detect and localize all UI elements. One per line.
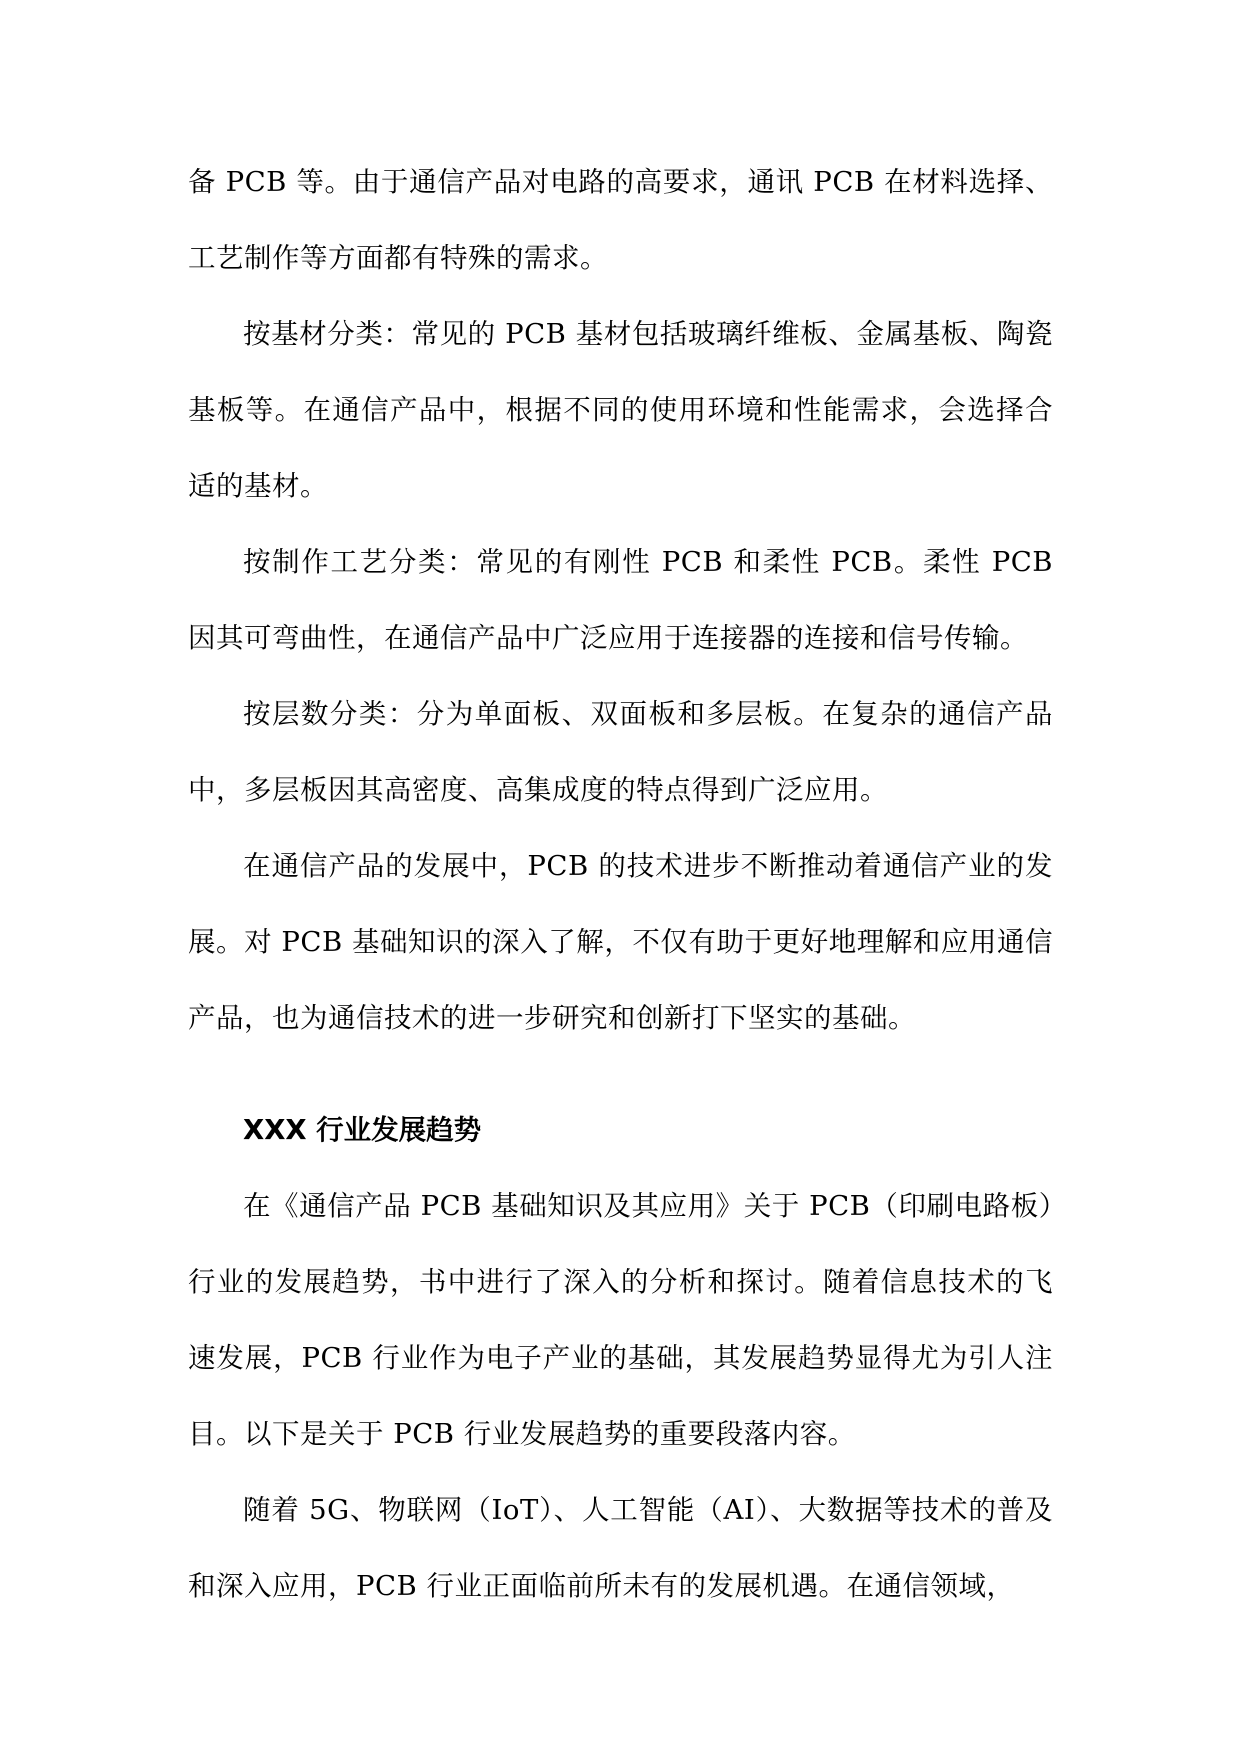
paragraph-trend-intro: 在《通信产品 PCB 基础知识及其应用》关于 PCB（印刷电路板）行业的发展趋势，书中进行了深入的分析和探讨。随着信息技术的飞速发展，PCB 行业作为电子产业的基础，其发展趋势显得尤为引人注目。以下是关于 PCB 行业发展趋势的重要段落内容。 (188, 1190, 1053, 1450)
paragraph-layer-classification: 按层数分类：分为单面板、双面板和多层板。在复杂的通信产品中，多层板因其高密度、高集成度的特点得到广泛应用。 (188, 698, 1053, 806)
paragraph-trend-opportunity: 随着 5G、物联网（IoT）、人工智能（AI）、大数据等技术的普及和深入应用，PCB 行业正面临前所未有的发展机遇。在通信领域， (188, 1494, 1053, 1602)
paragraph-substrate-classification: 按基材分类：常见的 PCB 基材包括玻璃纤维板、金属基板、陶瓷基板等。在通信产品中，根据不同的使用环境和性能需求，会选择合适的基材。 (188, 318, 1053, 502)
paragraph-continuation: 备 PCB 等。由于通信产品对电路的高要求，通讯 PCB 在材料选择、工艺制作等方面都有特殊的需求。 (188, 166, 1053, 274)
section-heading: XXX 行业发展趋势 (243, 1114, 482, 1146)
paragraph-summary: 在通信产品的发展中，PCB 的技术进步不断推动着通信产业的发展。对 PCB 基础知识的深入了解，不仅有助于更好地理解和应用通信产品，也为通信技术的进一步研究和创新打下坚实的基础。 (188, 850, 1053, 1034)
paragraph-process-classification: 按制作工艺分类：常见的有刚性 PCB 和柔性 PCB。柔性 PCB 因其可弯曲性，在通信产品中广泛应用于连接器的连接和信号传输。 (188, 546, 1053, 654)
document-body (188, 144, 1053, 1624)
